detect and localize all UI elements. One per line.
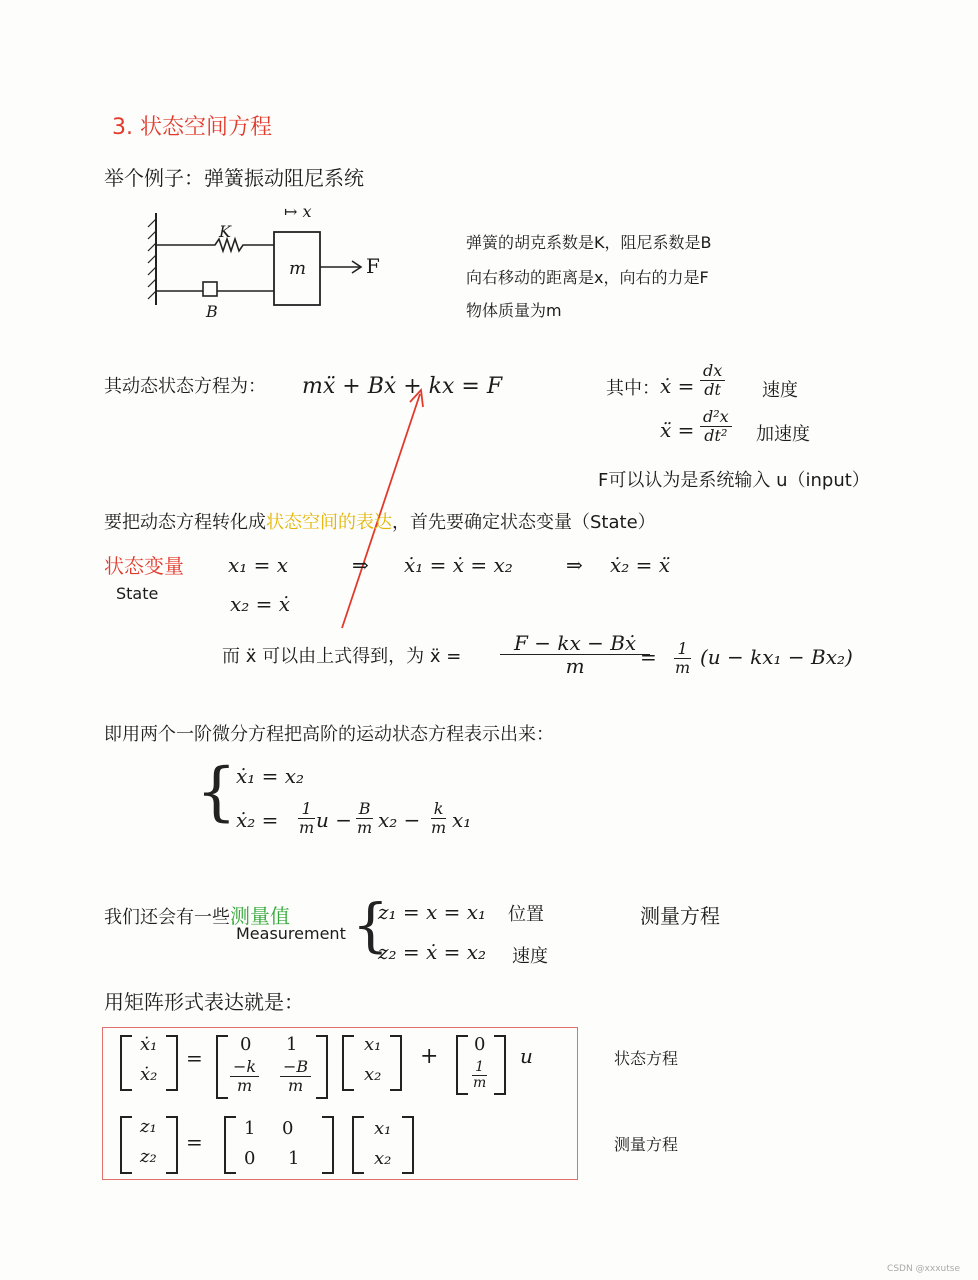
velocity-num: dx [700,362,725,381]
accel-eq-sign: = [640,645,657,669]
damper-box [203,282,217,296]
state-intro [104,508,656,534]
C-22: 1 [288,1148,300,1169]
measure-highlight: 测量值 [230,904,290,928]
accel-expr-den: m [565,654,585,678]
bracket-right [166,1035,178,1091]
note-line-2: 向右移动的距离是x，向右的力是F [466,268,709,287]
bracket-right [316,1035,328,1099]
accel-fraction [700,408,732,444]
first-order-frac1 [296,800,317,836]
measure-side-label: 测量方程 [640,904,720,928]
mass-label: m [289,258,307,279]
bracket-right [166,1116,178,1174]
eq2-f1-den: m [299,817,315,837]
state-x2: x₂ = ẋ [230,592,291,616]
measure-z2: z₂ = ẋ = x₂ [378,940,487,964]
system-brace: { [196,755,237,829]
dyn-equation: mẍ + Bẋ + kx = F [302,374,503,399]
dyn-eq-label: 其动态状态方程为： [104,376,266,397]
bracket-left [120,1116,132,1174]
state-x1: x₁ = x [228,553,289,577]
bracket-left [352,1116,364,1174]
force-label: F [366,254,380,278]
state-lhs-1: ẋ₁ [140,1034,158,1055]
measure-z1-label: 位置 [508,904,544,925]
accel-rhs-fraction [672,640,693,676]
bracket-left [120,1035,132,1091]
first-order-frac2 [354,800,375,836]
implies-1: ⇒ [352,553,369,577]
A-21-den: m [236,1075,253,1095]
plus-sign: + [420,1044,439,1069]
state-x2-dot: ẋ₂ = ẍ [610,553,671,577]
eq2-f3-num: k [431,800,447,819]
measure-before: 我们还会有一些 [104,907,230,928]
note-line-3: 物体质量为m [466,301,562,320]
spring-damper-diagram [140,195,400,325]
matrix-intro: 用矩阵形式表达就是： [104,990,304,1014]
measure-z1: z₁ = x = x₁ [378,900,487,924]
A-22-num: −B [280,1058,311,1077]
C-11: 1 [244,1118,256,1139]
accel-rhs-num: 1 [674,640,690,659]
example-label: 举个例子：弹簧振动阻尼系统 [104,166,364,190]
meas-x-vec-2: x₂ [374,1148,392,1169]
first-order-text: 即用两个一阶微分方程把高阶的运动状态方程表示出来： [104,724,554,745]
B-2 [470,1060,489,1092]
state-var-label: 状态变量 [104,554,184,578]
bracket-right [390,1035,402,1091]
state-intro-after: ，首先要确定状态变量（State） [392,512,656,533]
input-note: F可以认为是系统输入 u（input） [598,470,870,491]
bracket-right [322,1116,334,1174]
page-title: 3. 状态空间方程 [112,115,272,140]
wall-hatch [148,219,156,299]
C-21: 0 [244,1148,256,1169]
meas-eq-label: 测量方程 [614,1135,679,1154]
implies-2: ⇒ [566,553,583,577]
velocity-den: dt [704,379,721,399]
bracket-right [494,1035,506,1095]
accel-rhs-den: m [675,657,691,677]
first-order-eq2-a: ẋ₂ = [236,808,279,832]
state-intro-before: 要把动态方程转化成 [104,512,266,533]
state-eq-label: 状态方程 [614,1049,679,1068]
B-2-den: m [473,1075,487,1092]
where-label: 其中： [606,378,660,399]
accel-rhs-rest: (u − kx₁ − Bx₂) [700,645,853,669]
accel-label: 加速度 [756,424,810,445]
state-x1-dot: ẋ₁ = ẋ = x₂ [404,553,513,577]
displacement-label: ↦ x [284,202,312,221]
A-22-den: m [288,1075,304,1095]
bracket-right [402,1116,414,1174]
first-order-u: u − [316,808,352,832]
first-order-frac3 [428,800,449,836]
damper-label: B [206,302,218,321]
x-vec-2: x₂ [364,1064,382,1085]
first-order-x1: x₁ [452,808,472,832]
measure-z2-label: 速度 [512,946,548,967]
eq2-f2-num: B [356,800,374,819]
A-11: 0 [240,1034,252,1055]
measure-brace: { [352,891,389,959]
accel-lhs: ẍ = [660,418,695,442]
A-21 [230,1058,259,1094]
first-order-x2: x₂ − [378,808,421,832]
spring [156,239,274,251]
meas-x-vec-1: x₁ [374,1118,392,1139]
B-2-num: 1 [472,1060,487,1076]
bracket-left [216,1035,228,1099]
accel-num: d²x [700,408,732,427]
C-12: 0 [282,1118,294,1139]
A-22 [280,1058,311,1094]
bracket-left [456,1035,468,1095]
state-intro-highlight: 状态空间的表达 [266,512,392,533]
accel-text: 而 ẍ 可以由上式得到，为 ẍ = [222,646,462,667]
A-21-num: −k [230,1058,259,1077]
eq2-f1-num: 1 [298,800,314,819]
A-12: 1 [286,1034,298,1055]
accel-expr-fraction [500,632,650,677]
z-lhs-2: z₂ [140,1146,157,1167]
x-vec-1: x₁ [364,1034,382,1055]
z-lhs-1: z₁ [140,1116,157,1137]
note-line-1: 弹簧的胡克系数是K，阻尼系数是B [466,233,712,252]
velocity-fraction [700,362,725,398]
state-eq-sign: = [186,1046,203,1070]
B-1: 0 [474,1034,486,1055]
meas-eq-sign: = [186,1130,203,1154]
state-var-label-en: State [116,584,159,603]
accel-den: dt² [704,425,728,445]
watermark: CSDN @xxxutse [887,1264,960,1274]
first-order-eq1: ẋ₁ = x₂ [236,764,305,788]
input-u: u [520,1044,533,1068]
accel-expr-num: F − kx − Bẋ [500,632,650,655]
eq2-f3-den: m [431,817,447,837]
spring-label: K [219,222,231,241]
bracket-left [342,1035,354,1091]
state-lhs-2: ẋ₂ [140,1064,158,1085]
measure-label-en: Measurement [236,924,346,943]
velocity-lhs: ẋ = [660,374,695,398]
bracket-left [224,1116,236,1174]
velocity-label: 速度 [762,380,798,401]
eq2-f2-den: m [357,817,373,837]
